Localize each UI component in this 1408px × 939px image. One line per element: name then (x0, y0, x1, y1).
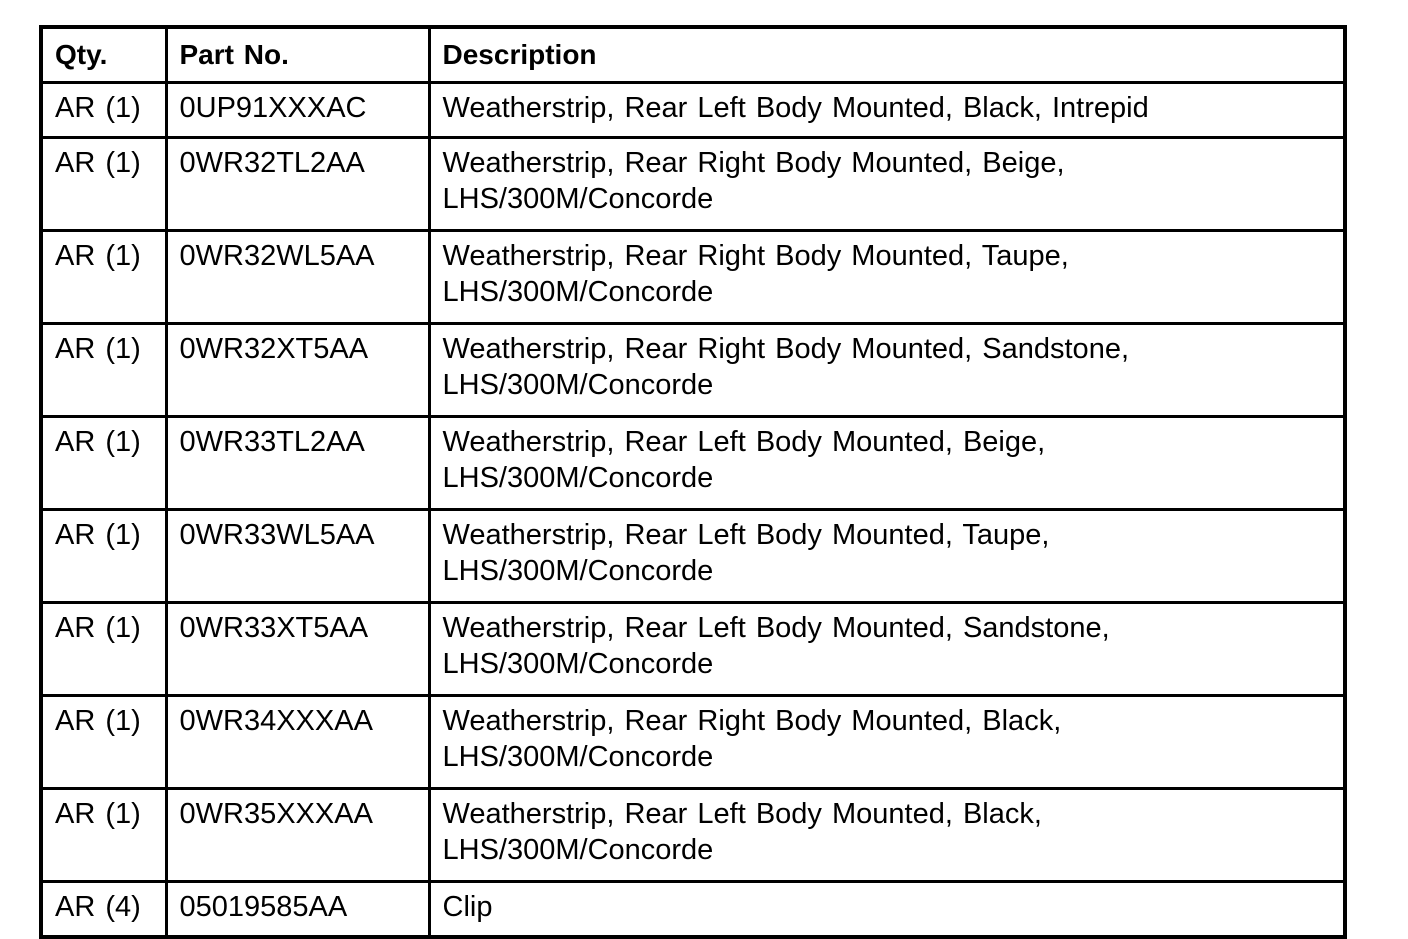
description-line: LHS/300M/Concorde (442, 834, 714, 866)
description-line: Weatherstrip, Rear Left Body Mounted, Taupe, (442, 519, 1050, 551)
qty-cell: AR (1) (41, 789, 166, 882)
table-row (41, 696, 1345, 789)
description-cell (429, 324, 1345, 417)
description-line: Weatherstrip, Rear Right Body Mounted, Black, (442, 705, 1062, 737)
description-cell (429, 83, 1345, 138)
table-row (41, 789, 1345, 882)
table-row (41, 603, 1345, 696)
description-cell (429, 231, 1345, 324)
part-no-cell: 0WR33WL5AA (166, 510, 429, 603)
part-no-cell: 0UP91XXXAC (166, 83, 429, 138)
description-line: Clip (442, 891, 493, 923)
description-cell (429, 138, 1345, 231)
qty-cell: AR (1) (41, 138, 166, 231)
description-line: Weatherstrip, Rear Right Body Mounted, Sandstone, (442, 333, 1130, 365)
part-no-cell: 0WR34XXXAA (166, 696, 429, 789)
qty-column-header: Qty. (41, 27, 166, 83)
description-line: Weatherstrip, Rear Left Body Mounted, Sandstone, (442, 612, 1110, 644)
qty-cell: AR (1) (41, 83, 166, 138)
description-cell (429, 417, 1345, 510)
qty-cell: AR (4) (41, 882, 166, 938)
description-line: Weatherstrip, Rear Right Body Mounted, Beige, (442, 147, 1065, 179)
table-row (41, 417, 1345, 510)
table-row (41, 324, 1345, 417)
description-line: LHS/300M/Concorde (442, 648, 714, 680)
description-cell (429, 789, 1345, 882)
part-no-cell: 0WR35XXXAA (166, 789, 429, 882)
description-line: LHS/300M/Concorde (442, 369, 714, 401)
part-no-cell: 0WR32XT5AA (166, 324, 429, 417)
parts-table (39, 25, 1347, 939)
table-row (41, 231, 1345, 324)
part-no-cell: 0WR32WL5AA (166, 231, 429, 324)
part-no-cell: 05019585AA (166, 882, 429, 938)
table-row (41, 882, 1345, 938)
qty-cell: AR (1) (41, 510, 166, 603)
description-line: LHS/300M/Concorde (442, 183, 714, 215)
description-column-header: Description (429, 27, 1345, 83)
table-row (41, 138, 1345, 231)
part-no-cell: 0WR33XT5AA (166, 603, 429, 696)
table-row (41, 510, 1345, 603)
part-no-cell: 0WR32TL2AA (166, 138, 429, 231)
description-line: LHS/300M/Concorde (442, 741, 714, 773)
part-no-column-header: Part No. (166, 27, 429, 83)
qty-cell: AR (1) (41, 231, 166, 324)
qty-cell: AR (1) (41, 417, 166, 510)
description-cell (429, 510, 1345, 603)
part-no-cell: 0WR33TL2AA (166, 417, 429, 510)
table-header-row (41, 27, 1345, 83)
description-line: LHS/300M/Concorde (442, 555, 714, 587)
description-line: Weatherstrip, Rear Left Body Mounted, Beige, (442, 426, 1046, 458)
description-cell (429, 696, 1345, 789)
qty-cell: AR (1) (41, 324, 166, 417)
description-line: Weatherstrip, Rear Right Body Mounted, Taupe, (442, 240, 1069, 272)
description-line: LHS/300M/Concorde (442, 462, 714, 494)
qty-cell: AR (1) (41, 696, 166, 789)
qty-cell: AR (1) (41, 603, 166, 696)
table-row (41, 83, 1345, 138)
description-line: Weatherstrip, Rear Left Body Mounted, Black, Intrepid (442, 92, 1149, 124)
description-cell (429, 603, 1345, 696)
description-line: Weatherstrip, Rear Left Body Mounted, Black, (442, 798, 1042, 830)
description-cell (429, 882, 1345, 938)
description-line: LHS/300M/Concorde (442, 276, 714, 308)
